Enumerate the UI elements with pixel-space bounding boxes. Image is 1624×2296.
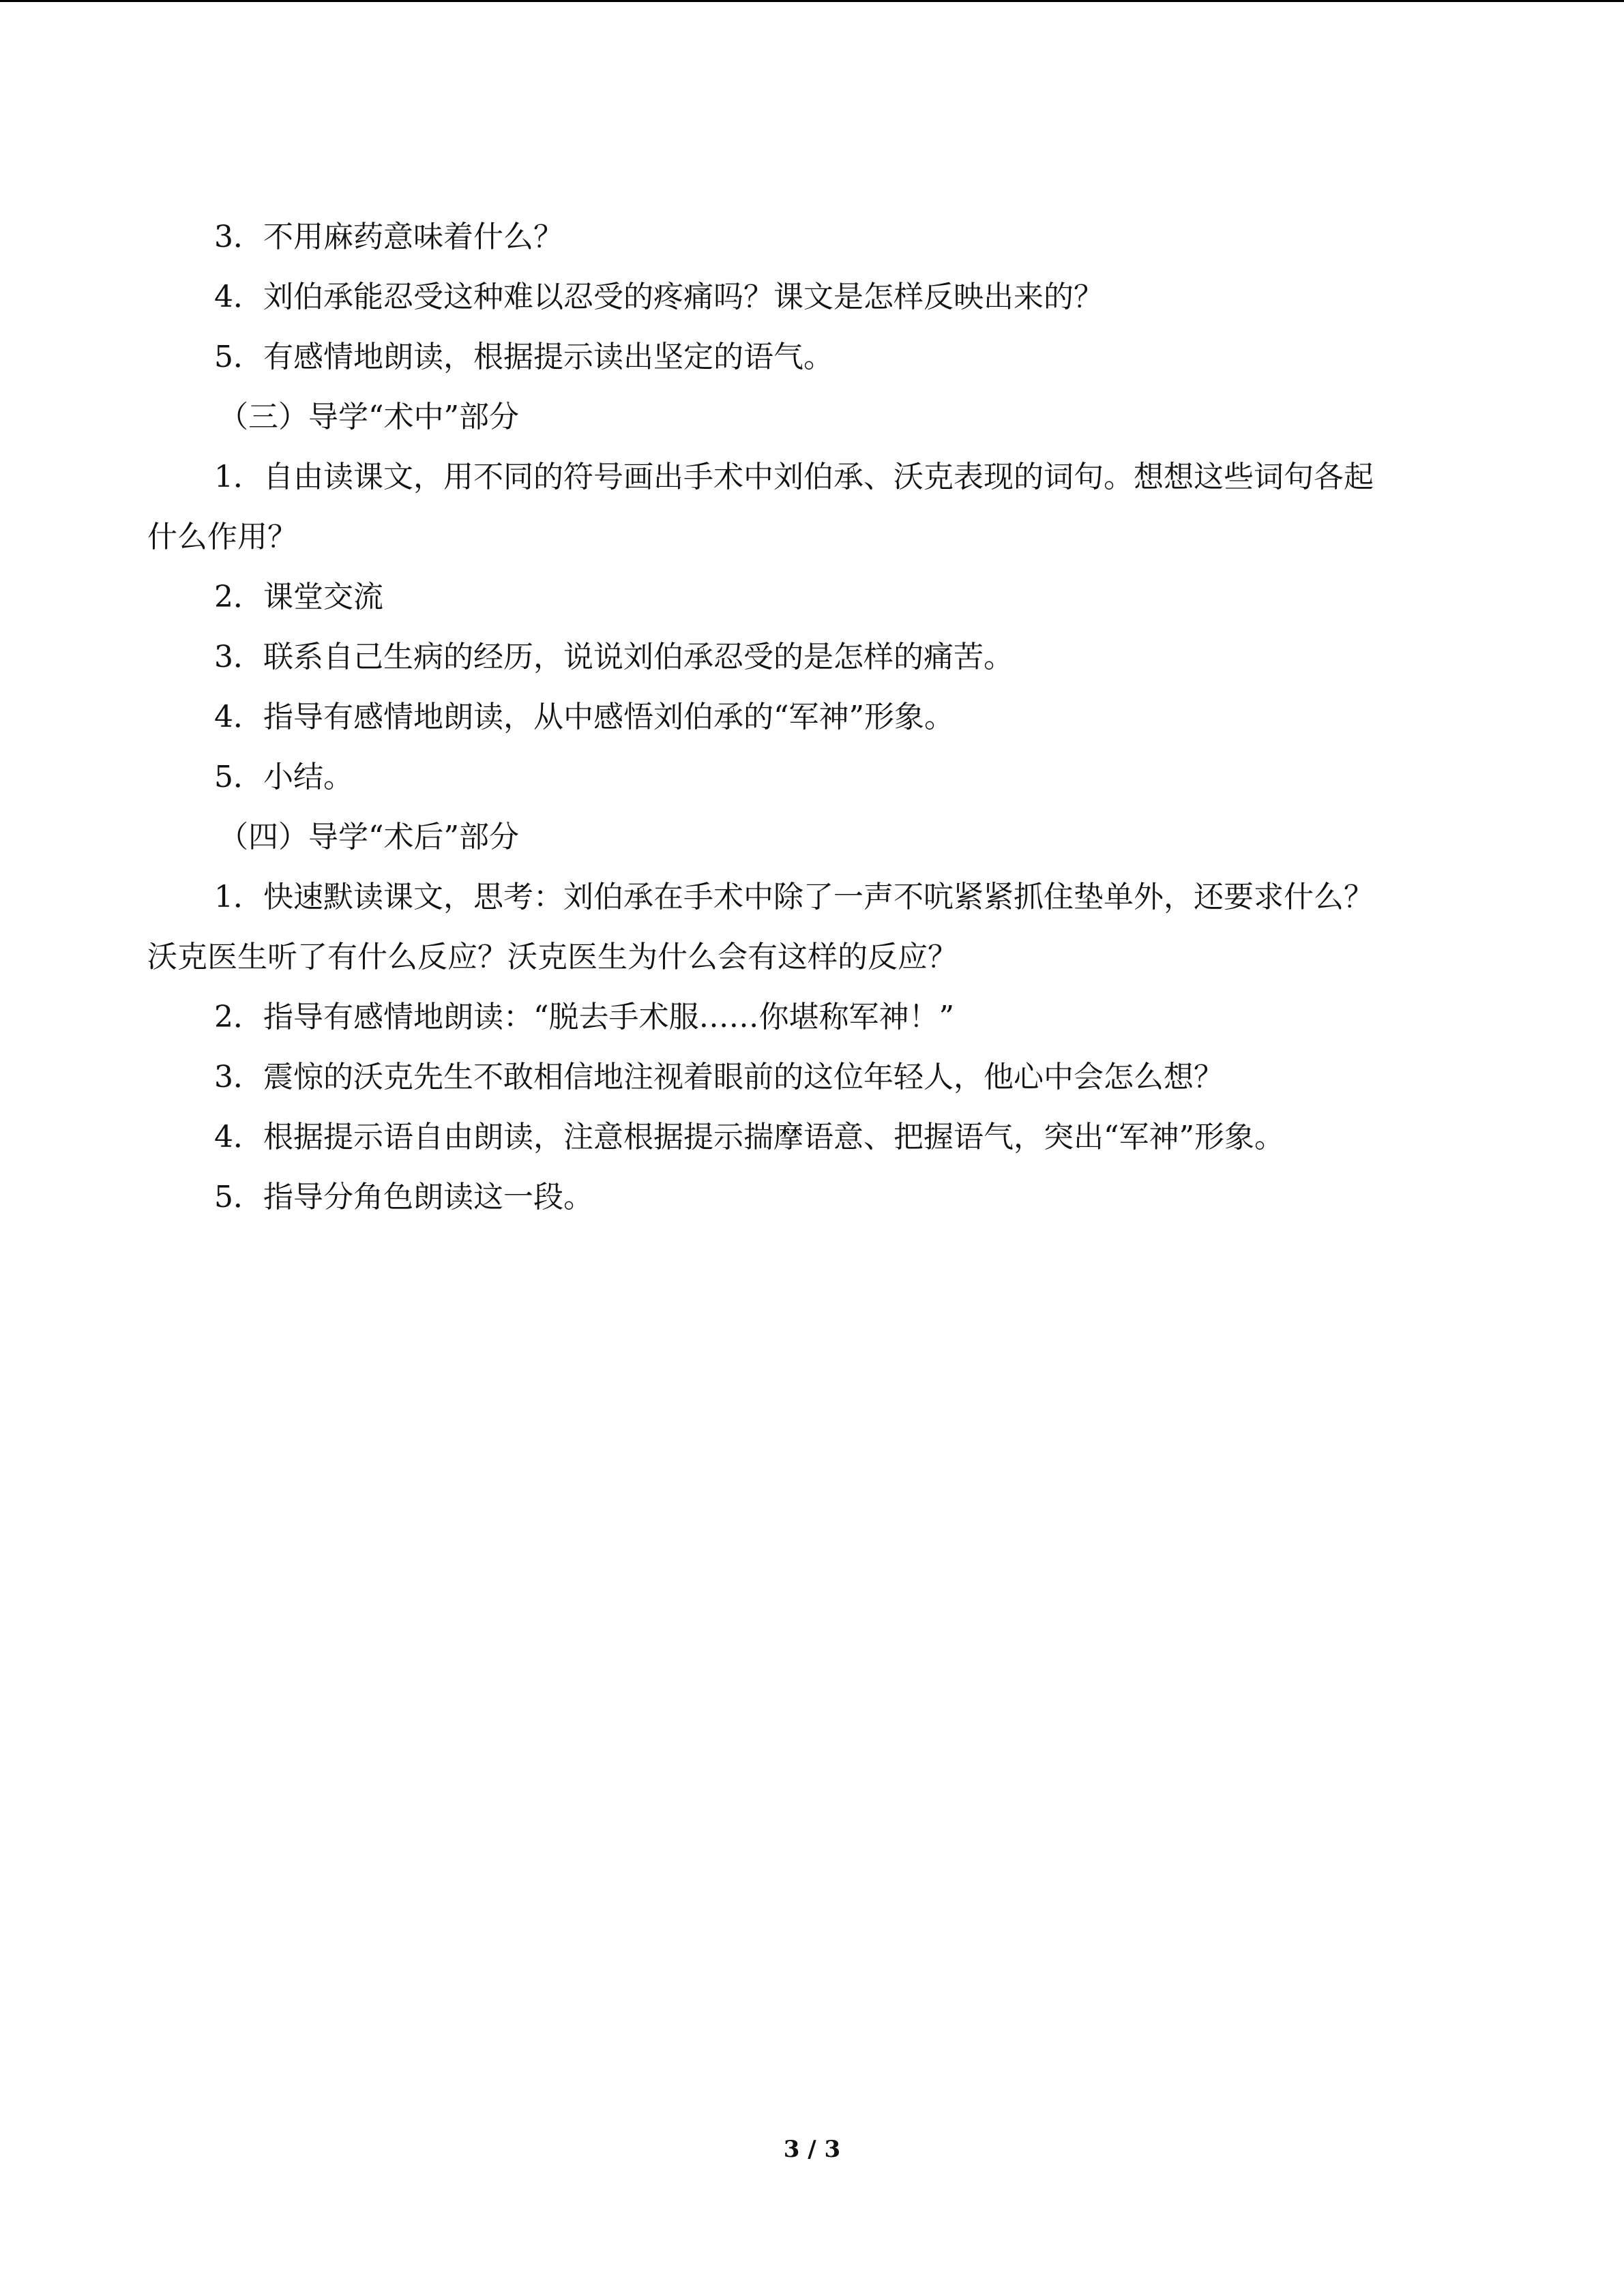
paragraph-item: 5．有感情地朗读，根据提示读出坚定的语气。 [214, 340, 833, 374]
paragraph-item: 2．课堂交流 [214, 580, 383, 614]
paragraph-item: 3．不用麻药意味着什么？ [214, 220, 563, 254]
paragraph-item: 4．根据提示语自由朗读，注意根据提示揣摩语意、把握语气，突出“军神”形象。 [214, 1120, 1284, 1154]
paragraph-item: 4．刘伯承能忍受这种难以忍受的疼痛吗？课文是怎样反映出来的？ [214, 280, 1104, 314]
section-heading: （三）导学“术中”部分 [218, 400, 519, 434]
paragraph-item: 1．快速默读课文，思考：刘伯承在手术中除了一声不吭紧紧抓住垫单外，还要求什么？ [214, 880, 1374, 914]
paragraph-item: 5．小结。 [214, 760, 353, 794]
paragraph-item: 2．指导有感情地朗读：“脱去手术服……你堪称军神！” [214, 1000, 954, 1034]
section-heading: （四）导学“术后”部分 [218, 820, 519, 854]
page-number: 3 / 3 [783, 2136, 841, 2163]
document-body [147, 207, 1484, 1227]
paragraph-continuation: 什么作用？ [147, 520, 297, 554]
paragraph-item: 1．自由读课文，用不同的符号画出手术中刘伯承、沃克表现的词句。想想这些词句各起 [214, 460, 1374, 494]
paragraph-item: 3．震惊的沃克先生不敢相信地注视着眼前的这位年轻人，他心中会怎么想？ [214, 1060, 1224, 1094]
paragraph-item: 4．指导有感情地朗读，从中感悟刘伯承的“军神”形象。 [214, 700, 954, 734]
paragraph-item: 5．指导分角色朗读这一段。 [214, 1180, 593, 1214]
paragraph-continuation: 沃克医生听了有什么反应？沃克医生为什么会有这样的反应？ [147, 940, 958, 974]
page-top-border [0, 0, 1624, 2]
paragraph-item: 3．联系自己生病的经历，说说刘伯承忍受的是怎样的痛苦。 [214, 640, 1014, 674]
